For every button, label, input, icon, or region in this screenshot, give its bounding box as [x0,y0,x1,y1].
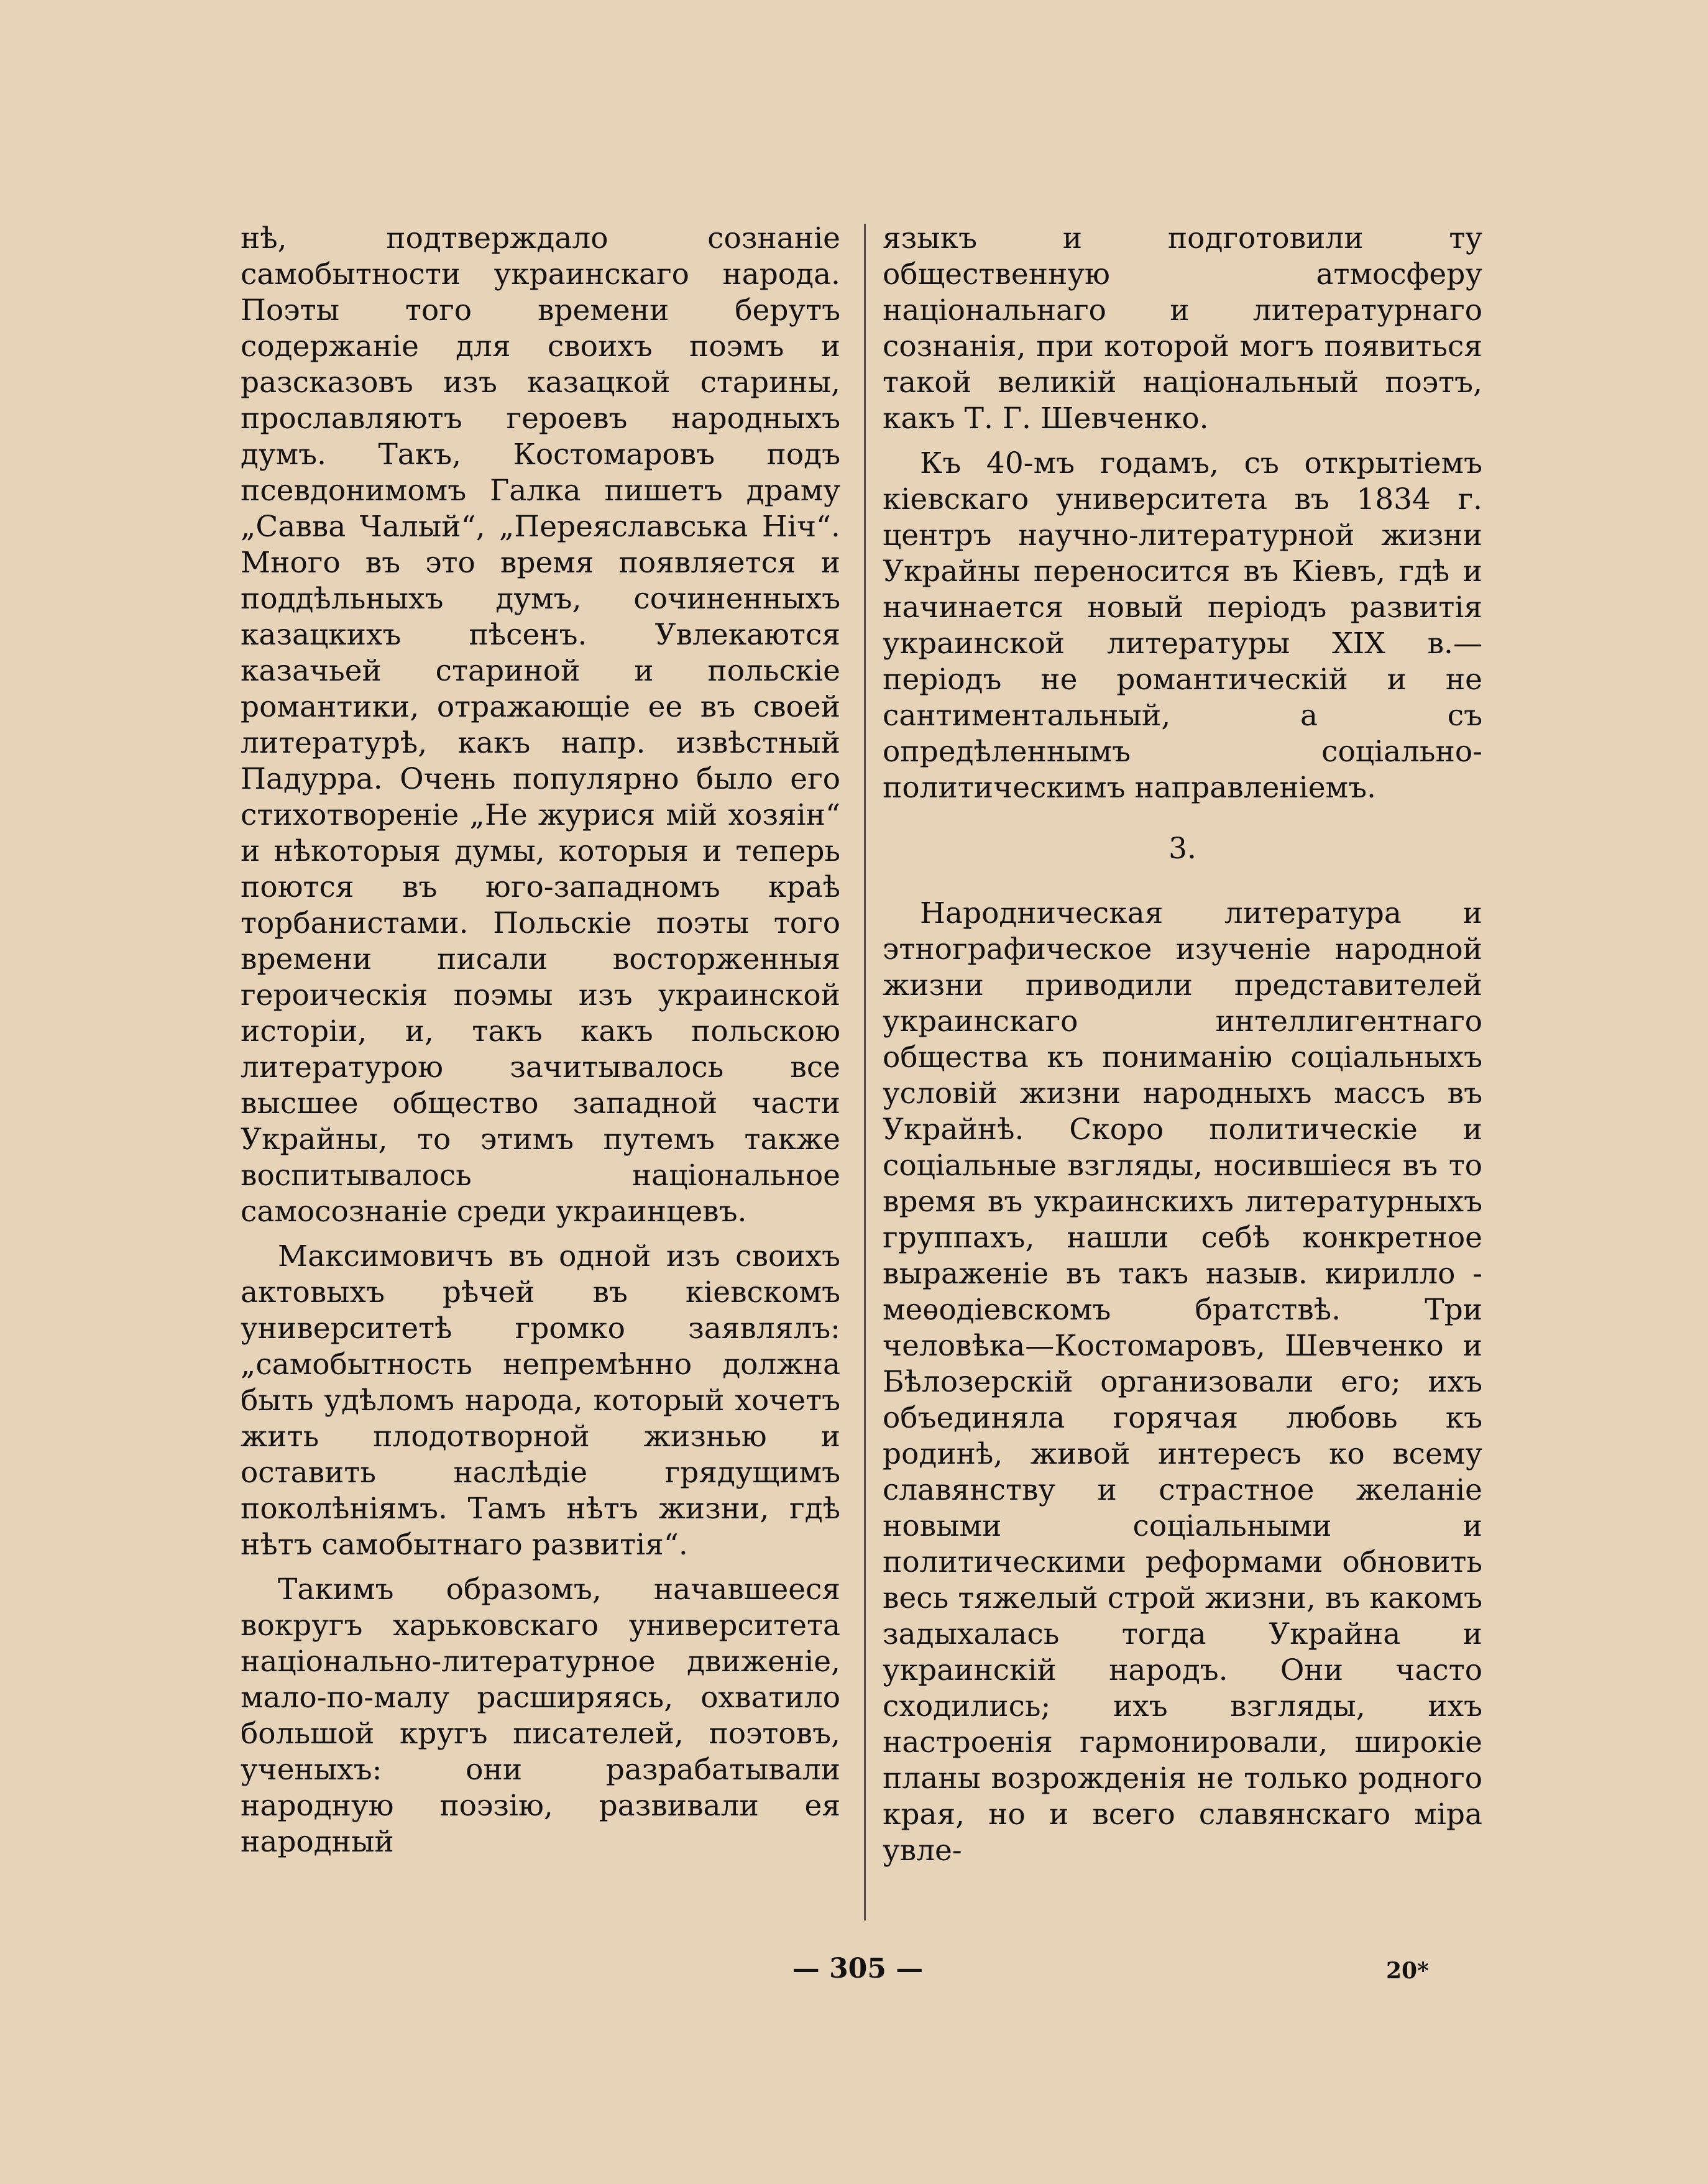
signature-mark: 20* [1386,1958,1429,1984]
paragraph: нѣ, подтверждало сознаніе самобытности украинскаго народа. Поэты того времени берутъ содержаніе для своихъ поэмъ и разсказовъ изъ казацкой старины, прославляютъ героевъ народныхъ думъ. Такъ, Костомаровъ подъ псевдонимомъ Галка пишетъ драму „Савва Чалый“, „Переяславська Ніч“. Много въ это время появляется и поддѣльныхъ думъ, сочиненныхъ казацкихъ пѣсенъ. Увлекаются казачьей стариной и польскіе романтики, отражающіе ее въ своей литературѣ, какъ напр. извѣстный Падурра. Очень популярно было его стихотвореніе „Не журися мій хозяін“ и нѣкоторыя думы, которыя и теперь поются въ юго-западномъ краѣ торбанистами. Польскіе поэты того времени писали восторженныя героическія поэмы изъ украинской исторіи, и, такъ какъ польскою литературою зачитывалось все высшее общество западной части Украйны, то этимъ путемъ также воспитывалось національное самосознаніе среди украинцевъ. [241,221,840,1229]
page-number: — 305 — [792,1953,924,1984]
paragraph: языкъ и подготовили ту общественную атмосферу національнаго и литературнаго сознанія, при которой могъ появиться такой великій національный поэтъ, какъ Т. Г. Шевченко. [883,221,1482,436]
paragraph: Такимъ образомъ, начавшееся вокругъ харьковскаго университета національно-литературное движеніе, мало-по-малу расширяясь, охватило большой кругъ писателей, поэтовъ, ученыхъ: они разрабатывали народную поэзію, развивали ея народный [241,1572,840,1859]
paragraph: Къ 40-мъ годамъ, съ открытіемъ кіевскаго университета въ 1834 г. центръ научно-литературной жизни Украйны переносится въ Кіевъ, гдѣ и начинается новый періодъ развитія украинской литературы XIX в.— періодъ не романтическій и не сантиментальный, а съ опредѣленнымъ соціально-политическимъ направленіемъ. [883,446,1482,805]
right-text-column [883,221,1482,1878]
left-text-column [241,221,840,1869]
paragraph: Максимовичъ въ одной изъ своихъ актовыхъ рѣчей въ кіевскомъ университетѣ громко заявлялъ: „самобытность непремѣнно должна быть удѣломъ народа, который хочетъ жить плодотворной жизнью и оставить наслѣдіе грядущимъ поколѣніямъ. Тамъ нѣтъ жизни, гдѣ нѣтъ самобытнаго развитія“. [241,1239,840,1562]
column-divider [864,224,866,1920]
paragraph: Народническая литература и этнографическое изученіе народной жизни приводили представителей украинскаго интеллигентнаго общества къ пониманію соціальныхъ условій жизни народныхъ массъ въ Украйнѣ. Скоро политическіе и соціальные взгляды, носившіеся въ то время въ украинскихъ литературныхъ группахъ, нашли себѣ конкретное выраженіе въ такъ назыв. кирилло - меѳодіевскомъ братствѣ. Три человѣка—Костомаровъ, Шевченко и Бѣлозерскій организовали его; ихъ объединяла горячая любовь къ родинѣ, живой интересъ ко всему славянству и страстное желаніе новыми соціальными и политическими реформами обновить весь тяжелый строй жизни, въ какомъ задыхалась тогда Украйна и украинскій народъ. Они часто сходились; ихъ взгляды, ихъ настроенія гармонировали, широкіе планы возрожденія не только родного края, но и всего славянскаго міра увле- [883,896,1482,1868]
section-number: 3. [1169,832,1196,866]
